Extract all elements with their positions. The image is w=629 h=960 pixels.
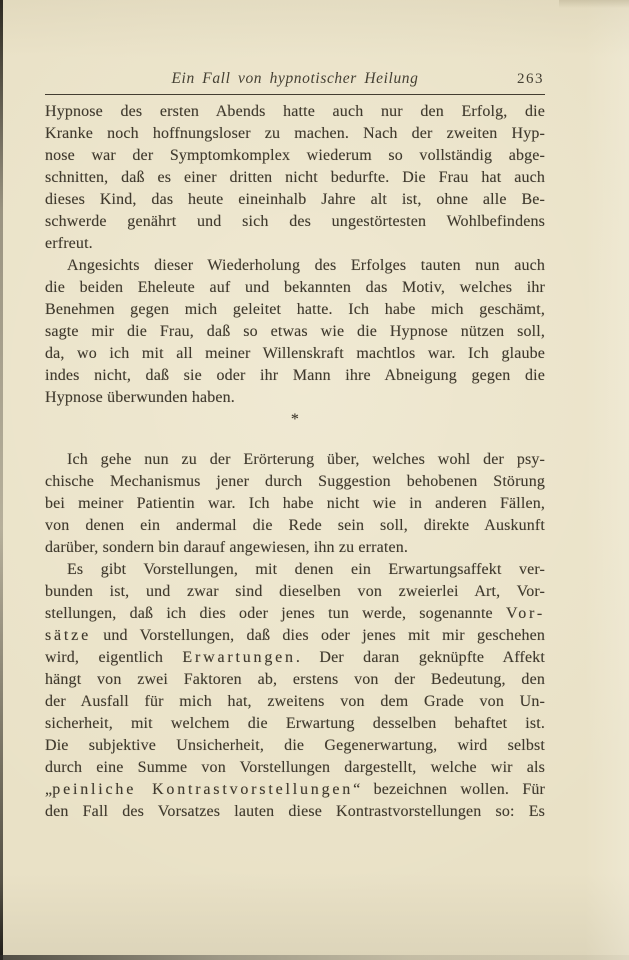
text-run: „ (45, 781, 53, 798)
page-number: 263 (517, 71, 544, 87)
text-run: . Der daran geknüpfte Affekt (295, 649, 545, 666)
text-run: den Fall des Vorsatzes lauten diese Kontrastvorstellungen so: Es (45, 803, 545, 820)
text-run: indes nicht, daß sie oder ihr Mann ihre Abneigung gegen die (45, 367, 545, 384)
text-line (45, 801, 545, 823)
page-body (45, 101, 545, 823)
text-run: da, wo ich mit all meiner Willenskraft machtlos war. Ich glaube (45, 345, 545, 362)
text-run: sicherheit, mit welchem die Erwartung desselben behaftet ist. (45, 715, 545, 732)
text-run: bei meiner Patientin war. Ich habe nicht wie in anderen Fällen, (45, 495, 545, 512)
text-line (45, 735, 545, 757)
text-line (45, 581, 545, 603)
text-line (45, 387, 545, 409)
text-run: Hypnose des ersten Abends hatte auch nur den Erfolg, die (45, 103, 545, 120)
text-run: Angesichts dieser Wiederholung des Erfolges tauten nun auch (67, 257, 545, 274)
text-line (45, 559, 545, 581)
page-content (45, 70, 545, 823)
scan-edge-bottom (0, 955, 629, 960)
text-line (45, 537, 545, 559)
text-run: durch eine Summe von Vorstellungen dargestellt, welche wir als (45, 759, 545, 776)
text-line (45, 779, 545, 801)
text-run: hängt von zwei Faktoren ab, erstens von der Bedeutung, den (45, 671, 545, 688)
scan-edge-left (0, 0, 3, 960)
section-separator: * (290, 411, 300, 428)
paragraph (45, 559, 545, 823)
text-run: der Ausfall für mich hat, zweitens von dem Grade von Un- (45, 693, 545, 710)
text-line (45, 757, 545, 779)
text-line (45, 255, 545, 277)
page-header (45, 70, 545, 92)
text-run: Kranke noch hoffnungsloser zu machen. Nach der zweiten Hyp- (45, 125, 545, 142)
text-line (45, 343, 545, 365)
text-run: schnitten, daß es einer dritten nicht bedurfte. Die Frau hat auch (45, 169, 545, 186)
paragraph (45, 101, 545, 255)
text-run: die beiden Eheleute auf und bekannten das Motiv, welches ihr (45, 279, 545, 296)
spaced-emphasis-text: peinliche Kontrastvorstellungen (52, 781, 354, 798)
text-line (45, 493, 545, 515)
text-line (45, 299, 545, 321)
text-run: sagte mir die Frau, daß so etwas wie die Hypnose nützen soll, (45, 323, 545, 340)
text-line (45, 277, 545, 299)
text-line (45, 647, 545, 669)
text-run: stellungen, daß ich dies oder jenes tun werde, sogenannte (45, 605, 506, 622)
text-run: dieses Kind, das heute eineinhalb Jahre alt ist, ohne alle Be- (45, 191, 545, 208)
text-run: erfreut. (45, 235, 93, 252)
text-line (45, 233, 545, 255)
text-line (45, 515, 545, 537)
text-line (45, 101, 545, 123)
running-title: Ein Fall von hypnotischer Heilung (171, 70, 419, 87)
text-line (45, 145, 545, 167)
text-run: schwerde genährt und sich des ungestörtesten Wohlbefindens (45, 213, 545, 230)
text-run: Die subjektive Unsicherheit, die Gegenerwartung, wird selbst (45, 737, 545, 754)
text-line (45, 471, 545, 493)
text-run: nose war der Symptomkomplex wiederum so vollständig abge- (45, 147, 545, 164)
spaced-emphasis-text: Erwartungen (182, 649, 296, 666)
spaced-emphasis-text: sätze (45, 627, 91, 644)
text-line (45, 167, 545, 189)
paragraph (45, 255, 545, 409)
text-run: Es gibt Vorstellungen, mit denen ein Erwartungsaffekt ver- (67, 561, 545, 578)
text-run: Ich gehe nun zu der Erörterung über, welches wohl der psy- (67, 451, 545, 468)
text-line (45, 669, 545, 691)
text-run: und Vorstellungen, daß dies oder jenes mit mir geschehen (90, 627, 545, 644)
text-line (45, 713, 545, 735)
text-line (45, 211, 545, 233)
text-line (45, 625, 545, 647)
scan-corner-smudge (559, 0, 629, 8)
text-line (45, 321, 545, 343)
text-line (45, 449, 545, 471)
text-line (45, 365, 545, 387)
text-run: chische Mechanismus jener durch Suggestion behobenen Störung (45, 473, 545, 490)
text-run: Benehmen gegen mich geleitet hatte. Ich habe mich geschämt, (45, 301, 545, 318)
text-line (45, 123, 545, 145)
paragraph (45, 449, 545, 559)
text-line (45, 189, 545, 211)
text-line (45, 603, 545, 625)
text-run: darüber, sondern bin darauf angewiesen, ihn zu erraten. (45, 539, 409, 556)
text-run: bunden ist, und zwar sind dieselben von zweierlei Art, Vor- (45, 583, 545, 600)
header-rule (45, 94, 545, 95)
text-line (45, 691, 545, 713)
text-run: “ bezeichnen wollen. Für (353, 781, 545, 798)
text-run: wird, eigentlich (45, 649, 183, 666)
text-run: Hypnose überwunden haben. (45, 389, 235, 406)
spaced-emphasis-text: Vor- (505, 605, 545, 622)
text-run: von denen ein andermal die Rede sein soll, direkte Auskunft (45, 517, 545, 534)
